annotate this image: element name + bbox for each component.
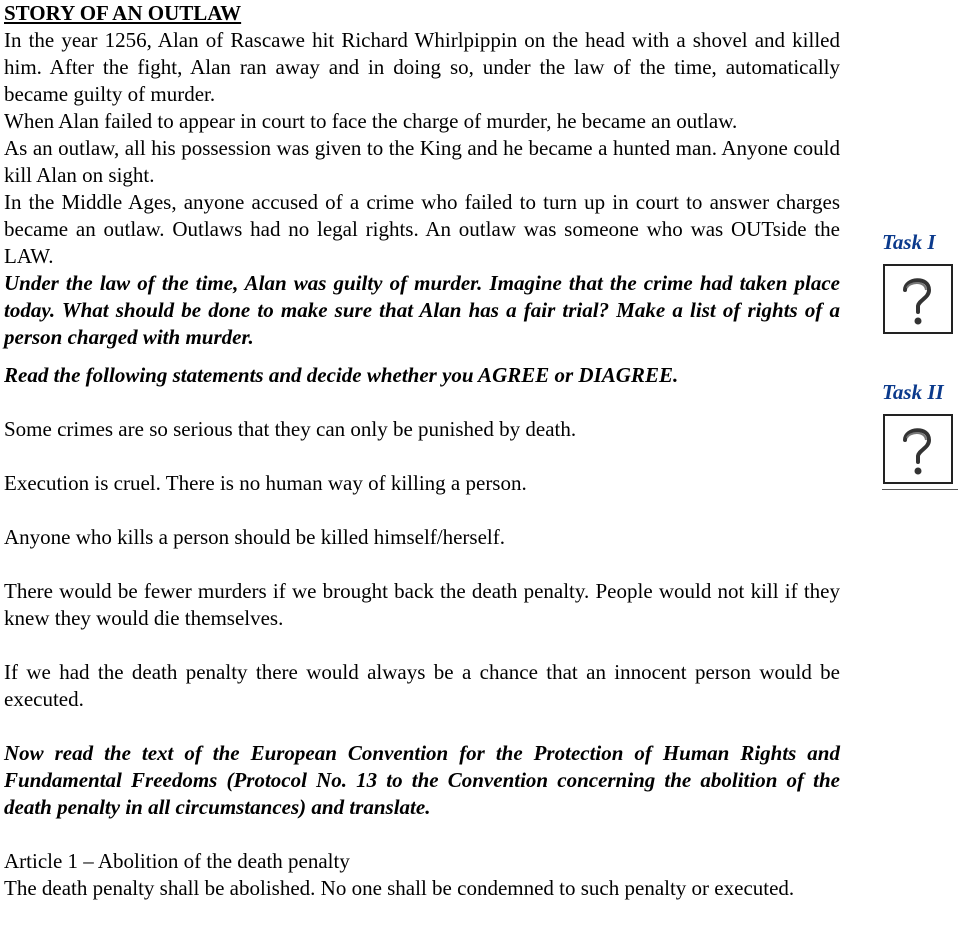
statement: Anyone who kills a person should be killed himself/herself. [4, 525, 505, 549]
statement: Some crimes are so serious that they can only be punished by death. [4, 417, 577, 441]
document-body [4, 0, 840, 902]
statement: If we had the death penalty there would always be a chance that an innocent person would be executed. [4, 660, 840, 711]
intro-paragraph: In the year 1256, Alan of Rascawe hit Richard Whirlpippin on the head with a shovel and killed him. After the fight, Alan ran away and in doing so, under the law of the time, automatically became guilty of murder. [4, 28, 840, 106]
task1-label: Task I [882, 230, 936, 254]
article-text: The death penalty shall be abolished. No one shall be condemned to such penalty or executed. [4, 876, 795, 900]
intro-paragraph: When Alan failed to appear in court to face the charge of murder, he became an outlaw. [4, 109, 738, 133]
task2-label: Task II [882, 380, 944, 404]
article-heading: Article 1 – Abolition of the death penalty [4, 849, 350, 873]
question-mark-icon [883, 414, 953, 484]
divider [882, 489, 958, 490]
intro-paragraph: In the Middle Ages, anyone accused of a crime who failed to turn up in court to answer charges became an outlaw. Outlaws had no legal rights. An outlaw was someone who was OUTside the LAW. [4, 190, 840, 268]
task1-prompt: Under the law of the time, Alan was guilty of murder. Imagine that the crime had taken place today. What should be done to make sure that Alan has a fair trial? Make a list of rights of a person charged with murder. [4, 271, 840, 349]
document-title: STORY OF AN OUTLAW [4, 1, 242, 25]
statement: Execution is cruel. There is no human way of killing a person. [4, 471, 527, 495]
statement: There would be fewer murders if we brought back the death penalty. People would not kill if they knew they would die themselves. [4, 579, 840, 630]
convention-prompt: Now read the text of the European Convention for the Protection of Human Rights and Fundamental Freedoms (Protocol No. 13 to the Convention concerning the abolition of the death penalty in all circumstances) and translate. [4, 741, 840, 819]
task2-prompt: Read the following statements and decide whether you AGREE or DIAGREE. [4, 363, 679, 387]
question-mark-icon [883, 264, 953, 334]
intro-paragraph: As an outlaw, all his possession was given to the King and he became a hunted man. Anyone could kill Alan on sight. [4, 136, 840, 187]
